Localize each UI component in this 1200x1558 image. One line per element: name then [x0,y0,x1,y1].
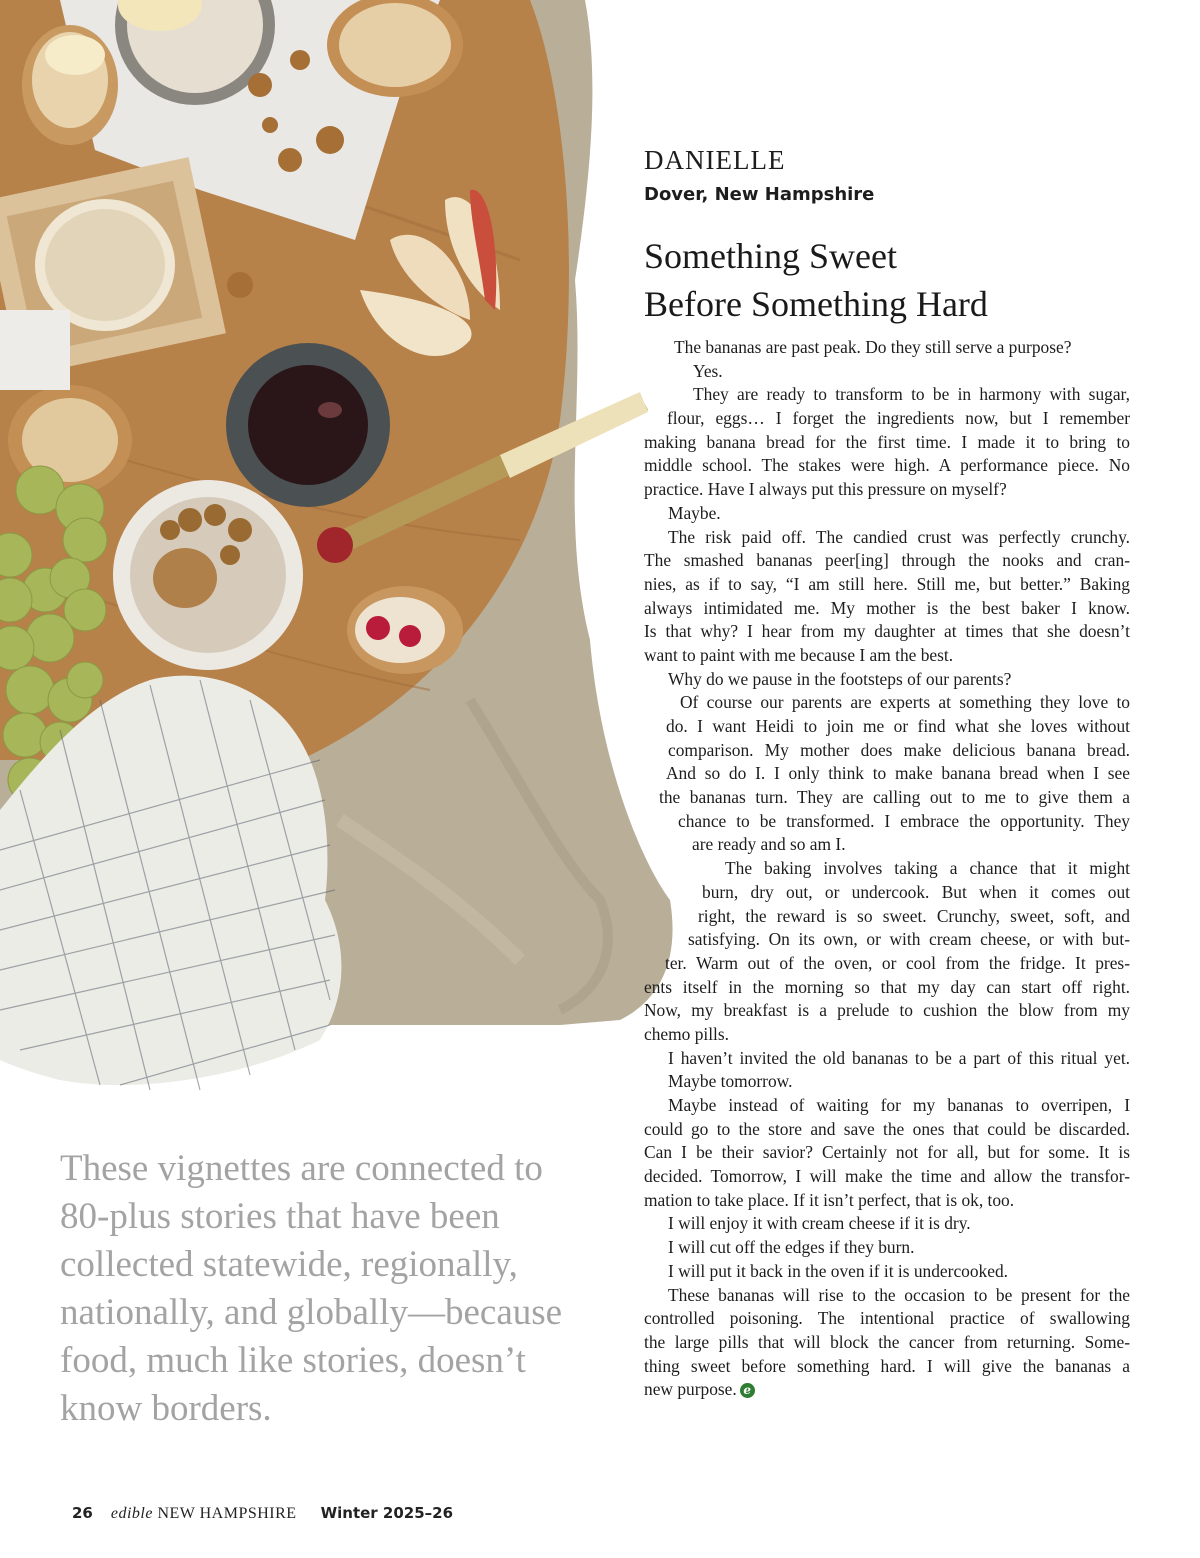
body-line: the bananas turn. They are calling out to me to give them a [659,787,1130,808]
body-line: ents itself in the morning so that my day can start off right. [644,976,1130,997]
brand-name: NEW HAMPSHIRE [157,1505,297,1522]
body-line: making banana bread for the first time. I made it to bring to [644,431,1130,452]
pull-quote-line: food, much like stories, doesn’t [60,1340,526,1381]
article [644,140,1130,1402]
body-line: satisfying. On its own, or with cream cheese, or with but- [688,929,1130,950]
body-line: Now, my breakfast is a prelude to cushion the blow from my [644,1000,1130,1021]
body-line: I will put it back in the oven if it is undercooked. [668,1260,1009,1281]
pull-quote-line: 80-plus stories that have been [60,1196,500,1237]
pull-quote-line: nationally, and globally—because [60,1292,563,1333]
pull-quote-line: collected statewide, regionally, [60,1244,518,1285]
page-footer [72,1504,453,1528]
body-line: could go to the store and save the ones that could be discarded. [644,1118,1130,1139]
body-line: practice. Have I always put this pressure on myself? [644,479,1007,500]
body-line: Can I be their savior? Certainly not for all, but for some. It is [644,1142,1130,1163]
article-headline [644,232,1130,328]
body-line: Yes. [693,360,723,381]
body-line: decided. Tomorrow, I will make the time and allow the transfor- [644,1166,1130,1187]
body-line: These bananas will rise to the occasion to be present for the [668,1284,1130,1305]
issue-label: Winter 2025–26 [320,1504,454,1522]
body-line: The bananas are past peak. Do they still serve a purpose? [674,337,1072,357]
author-location: Dover, New Hampshire [644,184,875,205]
body-line: Why do we pause in the footsteps of our parents? [668,668,1012,689]
body-line: Maybe instead of waiting for my bananas to overripen, I [668,1095,1130,1115]
body-line: Is that why? I hear from my daughter at times that she doesn’t [644,621,1130,642]
body-line: controlled poisoning. The intentional practice of swallowing [644,1308,1130,1329]
pull-quote [60,1145,600,1433]
article-body [644,336,1130,1402]
body-line: always intimidated me. My mother is the best baker I know. [644,597,1130,618]
page-number: 26 [72,1504,93,1522]
body-line: thing sweet before something hard. I will give the bananas a [644,1355,1130,1376]
body-line: the large pills that will block the cancer from returning. Some- [644,1331,1130,1352]
body-line-last [644,1378,1130,1402]
body-line: comparison. My mother does make delicious banana bread. [668,739,1130,760]
body-line: are ready and so am I. [692,834,846,855]
pull-quote-line: These vignettes are connected to [60,1148,543,1189]
body-line: The risk paid off. The candied crust was perfectly crunchy. [668,526,1130,547]
body-line: new purpose. [644,1379,737,1400]
body-line: I will cut off the edges if they burn. [668,1237,915,1258]
body-line: do. I want Heidi to join me or find what she loves without [666,716,1130,736]
brand-italic: edible [110,1505,153,1522]
body-line: Maybe. [668,502,721,523]
pull-quote-line: know borders. [60,1388,272,1429]
body-line: And so do I. I only think to make banana bread when I see [666,763,1130,784]
body-line: ter. Warm out of the oven, or cool from the fridge. It pres- [665,952,1130,973]
publication-name [111,1505,297,1523]
body-line: want to paint with me because I am the best. [644,644,954,665]
body-line: The baking involves taking a chance that it might [725,858,1130,879]
food-photo [0,0,680,1110]
body-line: I will enjoy it with cream cheese if it is dry. [668,1213,971,1234]
body-line: middle school. The stakes were high. A performance piece. No [644,455,1130,476]
author-name: DANIELLE [644,145,786,175]
body-line: chemo pills. [644,1023,730,1044]
body-line: chance to be transformed. I embrace the opportunity. They [678,810,1130,831]
body-line: mation to take place. If it isn’t perfect, that is ok, too. [644,1189,1015,1210]
headline-line: Before Something Hard [644,284,988,324]
body-line: Maybe tomorrow. [668,1071,793,1092]
headline-line: Something Sweet [644,236,897,276]
body-line: The smashed bananas peer[ing] through the nooks and cran- [644,550,1130,571]
body-line: Of course our parents are experts at something they love to [680,692,1130,713]
body-line: flour, eggs… I forget the ingredients now, but I remember [667,408,1130,429]
body-line: I haven’t invited the old bananas to be a part of this ritual yet. [668,1047,1130,1068]
body-line: burn, dry out, or undercook. But when it comes out [702,881,1130,902]
body-line: They are ready to transform to be in harmony with sugar, [693,384,1130,405]
body-line: right, the reward is so sweet. Crunchy, sweet, soft, and [698,905,1130,926]
body-line: nies, as if to say, “I am still here. Still me, but better.” Baking [644,573,1130,594]
edible-logo-icon: e [740,1383,755,1398]
